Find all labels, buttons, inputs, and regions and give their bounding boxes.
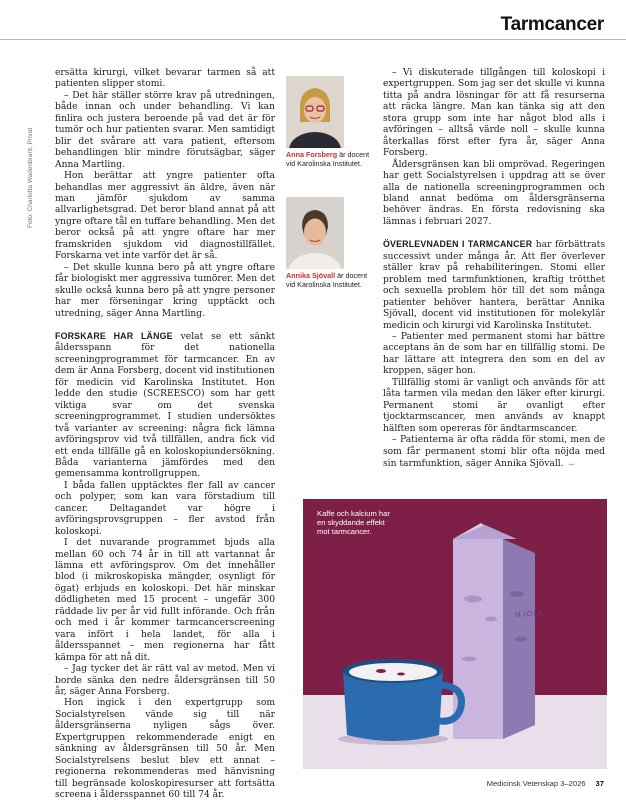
paragraph: – Vi diskuterade tillgången till koloskopi i expertgruppen. Som jag ser det skulle vi kunna titta på andra lösningar för att få resurserna att räcka längre. Man kan tänka sig att den stora grupp som inte har något blod alls i avföringen – alltså värde noll – skulle kunna återkallas först efter fyra år, säger Anna Forsberg. [383, 68, 605, 159]
portrait-caption: Annika Sjövall är docent vid Karolinska Institutet. [286, 271, 368, 289]
lead-in: ÖVERLEVNADEN I TARMCANCER [383, 239, 533, 250]
paragraph: Hon berättar att yngre patienter ofta behandlas mer aggressivt än äldre, även när man jämför sjukdom av samma allvarlighetsgrad. Det beror bland annat på att yngre oftare tål en tuffare behandling. Men det beror också på att yngre oftare har mer framskriden sjukdom vid diagnostillfället. Forskarna vet inte varför det är så. [55, 171, 275, 262]
page-number: 37 [595, 779, 604, 788]
portrait-annika-sjovall [286, 197, 344, 269]
page-footer [487, 779, 604, 788]
paragraph: – Patienter med permanent stomi har bättre acceptans än de som har en tillfällig stomi. De har lättare att integrera den som en del av kroppen, säger hon. [383, 331, 605, 377]
portrait-caption: Anna Forsberg är docent vid Karolinska Institutet. [286, 150, 370, 168]
carton-label: MJÖLK [514, 610, 545, 619]
photo-credit: Foto: Charlotta Wadenbrant, Privat [27, 127, 34, 228]
journal-name: Medicinsk Vetenskap 3–2026 [486, 779, 586, 788]
paragraph: ersätta kirurgi, vilket bevarar tarmen så att patienten slipper stomi. [55, 68, 275, 90]
illustration [303, 499, 607, 769]
paragraph: – Det skulle kunna bero på att yngre oftare får biologiskt mer aggressiva tumörer. Men det skulle också kunna bero på att yngre personer har mer förseningar kring upptäckt och utredning, säger Anna Martling. [55, 262, 275, 319]
portrait-anna-forsberg [286, 76, 344, 148]
section-title: Tarmcancer [500, 14, 604, 35]
paragraph: Tillfällig stomi är vanligt och används för att låta tarmen vila medan den läker efter kirurgi. Permanent stomi är ovanligt efter tjocktarmscancer, men används av knappt hälften som opereras för ändtarmscancer. [383, 377, 605, 434]
end-arrow-icon: → [566, 457, 576, 468]
paragraph: Hon ingick i den expertgrupp som Socialstyrelsen vände sig till när åldersgränserna nyligen sågs över. Expertgruppen rekommenderade enigt en sänkning av åldersgränsen till 50 år. Men Socialstyrelsens beslut blev ett annat – regionerna rekommenderas med hänvisning till begränsade koloskopiresurser att fortsätta screena i åldersspannet 60 till 74 år. [55, 698, 275, 801]
lead-in: FORSKARE HAR LÄNGE [55, 330, 173, 341]
paragraph-lead: FORSKARE HAR LÄNGE velat se ett sänkt åldersspann för det nationella screeningprogrammet för tarmcancer. En av dem är Anna Forsberg, docent vid institutionen för medicin vid Karolinska Institutet. Hon ledde den studie (SCREESCO) som har gett viktiga svar om det svenska screeningprogrammet. I studien undersöktes två varianter av screening: några fick lämna avföringsprov vid två tillfällen, andra fick vid ett enda tillfälle gå en koloskopiundersökning. Båda varianterna jämfördes med den gemensamma kontrollgruppen. [55, 330, 275, 480]
illustration-caption: Kaffe och kalcium har en skyddande effekt mot tarmcancer. [317, 509, 390, 536]
paragraph-lead: ÖVERLEVNADEN I TARMCANCER har förbättrats successivt under många år. Att fler överlever ställer krav på rehabiliteringen. Stomi eller problem med tarmfunktionen, kraftig trötthet och sexuella problem hör till det som många patienter behöver hantera, berättar Annika Sjövall, docent vid institutionen för molekylär medicin och kirurgi vid Karolinska Institutet. [383, 239, 605, 331]
header-rule [0, 39, 626, 40]
text-column-left [55, 68, 275, 802]
text-column-right [383, 68, 605, 470]
paragraph: I båda fallen upptäcktes fler fall av cancer och polyper, som kan vara förstadium till cancer. Deltagandet var högre i avföringsprovsgruppen – fler avstod från koloskopi. [55, 480, 275, 537]
paragraph: – Patienterna är ofta rädda för stomi, men de som får permanent stomi blir ofta nöjda med sin tarmfunktion, säger Annika Sjövall. → [383, 435, 605, 469]
paragraph: I det nuvarande programmet bjuds alla mellan 60 och 74 år in till att vartannat år lämna ett avföringsprov. Om det innehåller blod (i mikroskopiska mängder, osynligt för ögat) erbjuds en koloskopi. Det här minskar dödligheten med 15 procent – ungefär 300 räddade liv per år vid fullt införande. Och från och med i år kommer tarmcancerscreening vara infört i hela landet, för alla i åldersspannet – men regionerna har fått kämpa för att nå dit. [55, 538, 275, 663]
paragraph: – Det här ställer större krav på utredningen, både innan och under behandling. Vi kan finlira och justera beroende på vad det är för tumör och hur patienten svarar. Men samtidigt blir det svårare att vara patient, eftersom behandlingen blir mindre förutsägbar, säger Anna Martling. [55, 90, 275, 170]
paragraph: Åldersgränsen kan bli omprövad. Regeringen har gett Socialstyrelsen i uppdrag att se över alla de nationella screeningprogrammen och bland annat bedöma om åldersgränserna behöver ändras. En första redovisning ska lämnas i februari 2027. [383, 159, 605, 227]
paragraph: – Jag tycker det är rätt val av metod. Men vi borde sänka den nedre åldersgränsen till 50 år, säger Anna Forsberg. [55, 664, 275, 698]
milk-carton-icon [453, 523, 535, 739]
